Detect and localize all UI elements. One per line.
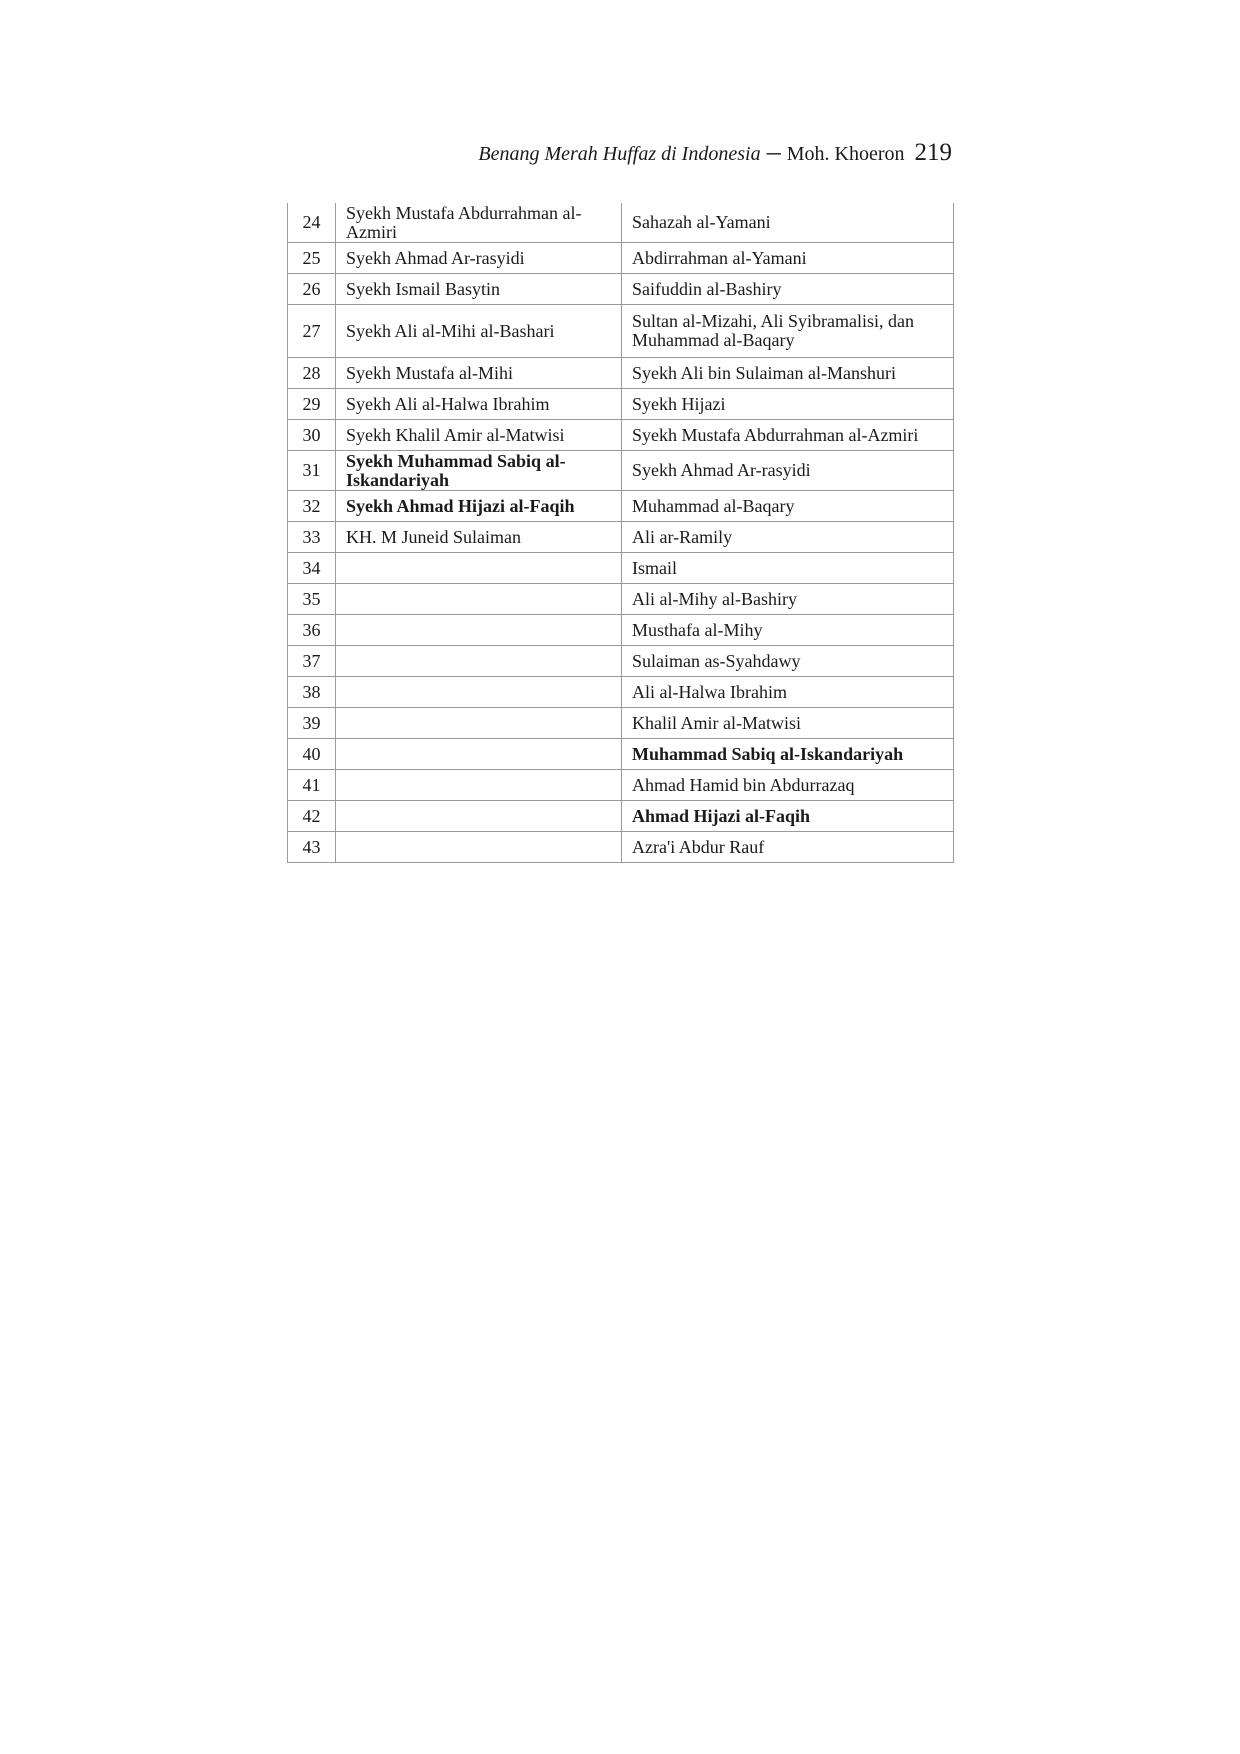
left-cell xyxy=(336,708,622,739)
left-cell xyxy=(336,584,622,615)
right-cell: Ahmad Hamid bin Abdurrazaq xyxy=(622,770,954,801)
right-cell: Sulaiman as-Syahdawy xyxy=(622,646,954,677)
right-cell: Syekh Ahmad Ar-rasyidi xyxy=(622,451,954,491)
left-cell: Syekh Muhammad Sabiq al-Iskandariyah xyxy=(336,451,622,491)
table-row xyxy=(288,522,954,553)
table-row xyxy=(288,677,954,708)
table-row xyxy=(288,243,954,274)
row-number: 41 xyxy=(288,770,336,801)
table-row xyxy=(288,305,954,358)
author-name: Moh. Khoeron xyxy=(786,143,905,165)
right-cell: Ali al-Mihy al-Bashiry xyxy=(622,584,954,615)
table-row xyxy=(288,491,954,522)
page-number: 219 xyxy=(914,139,952,166)
left-cell xyxy=(336,677,622,708)
row-number: 42 xyxy=(288,801,336,832)
table-row xyxy=(288,770,954,801)
left-cell xyxy=(336,646,622,677)
row-number: 25 xyxy=(288,243,336,274)
table-row xyxy=(288,739,954,770)
table-row xyxy=(288,553,954,584)
left-cell: Syekh Mustafa al-Mihi xyxy=(336,358,622,389)
row-number: 34 xyxy=(288,553,336,584)
right-cell: Syekh Ali bin Sulaiman al-Manshuri xyxy=(622,358,954,389)
row-number: 38 xyxy=(288,677,336,708)
row-number: 36 xyxy=(288,615,336,646)
lineage-table xyxy=(287,203,954,863)
row-number: 29 xyxy=(288,389,336,420)
left-cell xyxy=(336,832,622,863)
right-cell: Khalil Amir al-Matwisi xyxy=(622,708,954,739)
right-cell: Sultan al-Mizahi, Ali Syibramalisi, dan Muhammad al-Baqary xyxy=(622,305,954,358)
table-row xyxy=(288,203,954,243)
table-row xyxy=(288,389,954,420)
left-cell xyxy=(336,739,622,770)
row-number: 43 xyxy=(288,832,336,863)
row-number: 39 xyxy=(288,708,336,739)
left-cell: Syekh Ahmad Ar-rasyidi xyxy=(336,243,622,274)
right-cell: Azra'i Abdur Rauf xyxy=(622,832,954,863)
right-cell: Sahazah al-Yamani xyxy=(622,203,954,243)
left-cell: Syekh Ali al-Halwa Ibrahim xyxy=(336,389,622,420)
left-cell: Syekh Khalil Amir al-Matwisi xyxy=(336,420,622,451)
row-number: 27 xyxy=(288,305,336,358)
header-separator: ─ xyxy=(766,143,781,165)
left-cell xyxy=(336,615,622,646)
row-number: 35 xyxy=(288,584,336,615)
lineage-table-container xyxy=(287,203,953,863)
left-cell: Syekh Mustafa Abdurrahman al-Azmiri xyxy=(336,203,622,243)
right-cell: Ahmad Hijazi al-Faqih xyxy=(622,801,954,832)
row-number: 32 xyxy=(288,491,336,522)
table-row xyxy=(288,615,954,646)
right-cell: Musthafa al-Mihy xyxy=(622,615,954,646)
right-cell: Ismail xyxy=(622,553,954,584)
table-row xyxy=(288,832,954,863)
table-row xyxy=(288,646,954,677)
table-row xyxy=(288,708,954,739)
table-row xyxy=(288,584,954,615)
left-cell xyxy=(336,770,622,801)
right-cell: Syekh Hijazi xyxy=(622,389,954,420)
row-number: 26 xyxy=(288,274,336,305)
row-number: 37 xyxy=(288,646,336,677)
left-cell: Syekh Ahmad Hijazi al-Faqih xyxy=(336,491,622,522)
table-row xyxy=(288,358,954,389)
book-title: Benang Merah Huffaz di Indonesia xyxy=(478,143,761,165)
row-number: 30 xyxy=(288,420,336,451)
table-row xyxy=(288,451,954,491)
right-cell: Saifuddin al-Bashiry xyxy=(622,274,954,305)
left-cell: Syekh Ali al-Mihi al-Bashari xyxy=(336,305,622,358)
row-number: 40 xyxy=(288,739,336,770)
left-cell: KH. M Juneid Sulaiman xyxy=(336,522,622,553)
row-number: 31 xyxy=(288,451,336,491)
right-cell: Muhammad Sabiq al-Iskandariyah xyxy=(622,739,954,770)
running-header xyxy=(478,140,952,165)
right-cell: Ali al-Halwa Ibrahim xyxy=(622,677,954,708)
table-row xyxy=(288,420,954,451)
row-number: 28 xyxy=(288,358,336,389)
right-cell: Ali ar-Ramily xyxy=(622,522,954,553)
left-cell xyxy=(336,801,622,832)
table-row xyxy=(288,274,954,305)
left-cell xyxy=(336,553,622,584)
left-cell: Syekh Ismail Basytin xyxy=(336,274,622,305)
right-cell: Muhammad al-Baqary xyxy=(622,491,954,522)
table-row xyxy=(288,801,954,832)
row-number: 33 xyxy=(288,522,336,553)
right-cell: Abdirrahman al-Yamani xyxy=(622,243,954,274)
row-number: 24 xyxy=(288,203,336,243)
right-cell: Syekh Mustafa Abdurrahman al-Azmiri xyxy=(622,420,954,451)
